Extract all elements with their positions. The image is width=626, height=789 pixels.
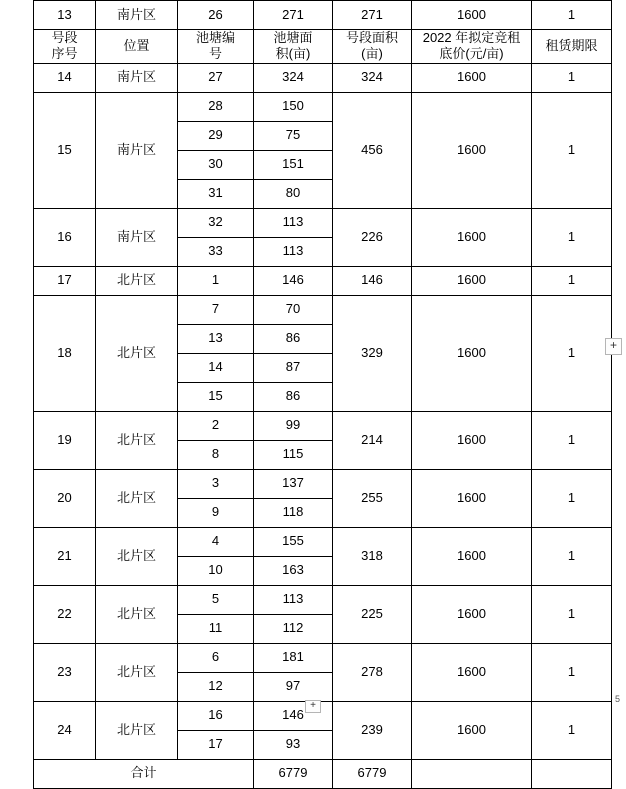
cell-pond-no: 17: [178, 730, 254, 759]
cell-pond-no: 13: [178, 324, 254, 353]
cell-segment-no: 14: [34, 63, 96, 92]
header-lease-term: 租赁期限: [532, 30, 612, 64]
cell-pond-area: 99: [254, 411, 333, 440]
cell-pond-no: 2: [178, 411, 254, 440]
cell-location: 南片区: [96, 92, 178, 208]
cell-segment-area: 329: [333, 295, 412, 411]
cell-segment-area: 318: [333, 527, 412, 585]
table-row: [34, 585, 612, 614]
cell-location: 北片区: [96, 266, 178, 295]
cell-pond-area: 150: [254, 92, 333, 121]
cell-base-price: 1600: [412, 585, 532, 643]
cell-pond-area: 113: [254, 585, 333, 614]
cell-pond-area: 151: [254, 150, 333, 179]
cell-pond-no: 9: [178, 498, 254, 527]
cell-pond-no: 33: [178, 237, 254, 266]
cell-pond-area: 75: [254, 121, 333, 150]
cell-pond-no: 7: [178, 295, 254, 324]
cell-pond-no: 30: [178, 150, 254, 179]
cell-segment-no: 16: [34, 208, 96, 266]
cell-base-price: 1600: [412, 92, 532, 208]
cell-segment-area: 278: [333, 643, 412, 701]
cell-base-price: 1600: [412, 527, 532, 585]
cell-segment-area: 225: [333, 585, 412, 643]
cell-pond-area: 146: [254, 701, 333, 730]
cell-pond-no: 11: [178, 614, 254, 643]
cell-location: 北片区: [96, 295, 178, 411]
cell-location: 北片区: [96, 701, 178, 759]
cell-lease-term: 1: [532, 527, 612, 585]
table-row: [34, 1, 612, 30]
table-row: [34, 643, 612, 672]
add-row-handle[interactable]: +: [605, 338, 622, 355]
header-location: 位置: [96, 30, 178, 64]
cell-pond-area: 87: [254, 353, 333, 382]
table-row: [34, 295, 612, 324]
cell-lease-term: 1: [532, 1, 612, 30]
header-pond-area-line1: 池塘面: [273, 30, 313, 45]
cell-location: 北片区: [96, 585, 178, 643]
cell-segment-no: 19: [34, 411, 96, 469]
cell-location: 南片区: [96, 1, 178, 30]
cell-lease-term: 1: [532, 585, 612, 643]
header-segment-no-line1: 号段: [51, 30, 78, 45]
cell-pond-area: 118: [254, 498, 333, 527]
cell-pond-area: 163: [254, 556, 333, 585]
cell-pond-area: 112: [254, 614, 333, 643]
cell-segment-no: 20: [34, 469, 96, 527]
cell-pond-area: 115: [254, 440, 333, 469]
cell-pond-area: 113: [254, 237, 333, 266]
cell-pond-area: 137: [254, 469, 333, 498]
cell-segment-area: 146: [333, 266, 412, 295]
cell-location: 南片区: [96, 63, 178, 92]
header-pond-no: [178, 30, 254, 64]
cell-pond-area: 146: [254, 266, 333, 295]
cell-segment-area: 255: [333, 469, 412, 527]
header-base-price: [412, 30, 532, 64]
cell-segment-area: 456: [333, 92, 412, 208]
table-row: [34, 527, 612, 556]
header-segment-area-line1: 号段面积: [345, 30, 398, 45]
cell-pond-no: 3: [178, 469, 254, 498]
add-column-handle[interactable]: +: [305, 700, 321, 713]
cell-segment-no: 15: [34, 92, 96, 208]
cell-base-price: 1600: [412, 701, 532, 759]
cell-lease-term: 1: [532, 701, 612, 759]
cell-lease-term: 1: [532, 469, 612, 527]
cell-base-price: 1600: [412, 63, 532, 92]
table-row: [34, 266, 612, 295]
cell-location: 北片区: [96, 643, 178, 701]
header-pond-no-line1: 池塘编: [195, 30, 235, 45]
table-header-row: [34, 30, 612, 64]
page-number: 5: [614, 694, 620, 704]
cell-pond-no: 29: [178, 121, 254, 150]
cell-segment-no: 23: [34, 643, 96, 701]
cell-pond-area: 155: [254, 527, 333, 556]
cell-segment-no: 24: [34, 701, 96, 759]
header-pond-area-line2: 积(亩): [275, 46, 311, 62]
cell-segment-area: 239: [333, 701, 412, 759]
table-row: [34, 63, 612, 92]
header-base-price-line2: 底价(元/亩): [439, 46, 504, 62]
cell-pond-no: 10: [178, 556, 254, 585]
cell-base-price: 1600: [412, 266, 532, 295]
table-row: [34, 92, 612, 121]
cell-pond-area: 86: [254, 324, 333, 353]
table-row: [34, 411, 612, 440]
cell-segment-area: 214: [333, 411, 412, 469]
header-pond-no-line2: 号: [208, 46, 222, 62]
pond-lease-table: [33, 0, 612, 789]
cell-pond-no: 5: [178, 585, 254, 614]
cell-segment-no: 21: [34, 527, 96, 585]
cell-location: 北片区: [96, 527, 178, 585]
cell-pond-no: 8: [178, 440, 254, 469]
cell-total-pond-area: 6779: [254, 759, 333, 788]
header-segment-area: [333, 30, 412, 64]
table-row: [34, 701, 612, 730]
cell-pond-no: 12: [178, 672, 254, 701]
cell-location: 南片区: [96, 208, 178, 266]
cell-pond-no: 14: [178, 353, 254, 382]
cell-segment-no: 18: [34, 295, 96, 411]
header-segment-no-line2: 序号: [51, 46, 78, 62]
cell-pond-no: 27: [178, 63, 254, 92]
cell-total-segment-area: 6779: [333, 759, 412, 788]
header-pond-area: [254, 30, 333, 64]
cell-base-price: 1600: [412, 643, 532, 701]
cell-pond-area: 86: [254, 382, 333, 411]
cell-pond-no: 26: [178, 1, 254, 30]
cell-pond-no: 1: [178, 266, 254, 295]
cell-location: 北片区: [96, 469, 178, 527]
cell-total-lease-term: [532, 759, 612, 788]
cell-pond-area: 324: [254, 63, 333, 92]
cell-pond-area: 97: [254, 672, 333, 701]
cell-pond-area: 80: [254, 179, 333, 208]
cell-segment-no: 22: [34, 585, 96, 643]
cell-pond-area: 70: [254, 295, 333, 324]
cell-lease-term: 1: [532, 295, 612, 411]
cell-base-price: 1600: [412, 295, 532, 411]
cell-lease-term: 1: [532, 208, 612, 266]
cell-pond-no: 15: [178, 382, 254, 411]
cell-pond-no: 16: [178, 701, 254, 730]
cell-total-base-price: [412, 759, 532, 788]
cell-lease-term: 1: [532, 411, 612, 469]
header-segment-no: [34, 30, 96, 64]
cell-segment-area: 324: [333, 63, 412, 92]
cell-pond-no: 32: [178, 208, 254, 237]
cell-segment-area: 226: [333, 208, 412, 266]
cell-lease-term: 1: [532, 92, 612, 208]
cell-pond-no: 28: [178, 92, 254, 121]
header-segment-area-line2: (亩): [361, 46, 383, 62]
cell-segment-area: 271: [333, 1, 412, 30]
cell-pond-area: 271: [254, 1, 333, 30]
header-base-price-line1: 2022 年拟定竞租: [422, 30, 521, 45]
cell-total-label: 合计: [34, 759, 254, 788]
cell-base-price: 1600: [412, 411, 532, 469]
cell-lease-term: 1: [532, 266, 612, 295]
cell-segment-no: 13: [34, 1, 96, 30]
table-row: [34, 469, 612, 498]
cell-pond-no: 6: [178, 643, 254, 672]
cell-base-price: 1600: [412, 1, 532, 30]
table-total-row: [34, 759, 612, 788]
cell-base-price: 1600: [412, 208, 532, 266]
table-row: [34, 208, 612, 237]
cell-lease-term: 1: [532, 643, 612, 701]
cell-pond-no: 4: [178, 527, 254, 556]
cell-location: 北片区: [96, 411, 178, 469]
cell-pond-area: 93: [254, 730, 333, 759]
cell-base-price: 1600: [412, 469, 532, 527]
cell-pond-no: 31: [178, 179, 254, 208]
cell-segment-no: 17: [34, 266, 96, 295]
cell-lease-term: 1: [532, 63, 612, 92]
cell-pond-area: 113: [254, 208, 333, 237]
cell-pond-area: 181: [254, 643, 333, 672]
